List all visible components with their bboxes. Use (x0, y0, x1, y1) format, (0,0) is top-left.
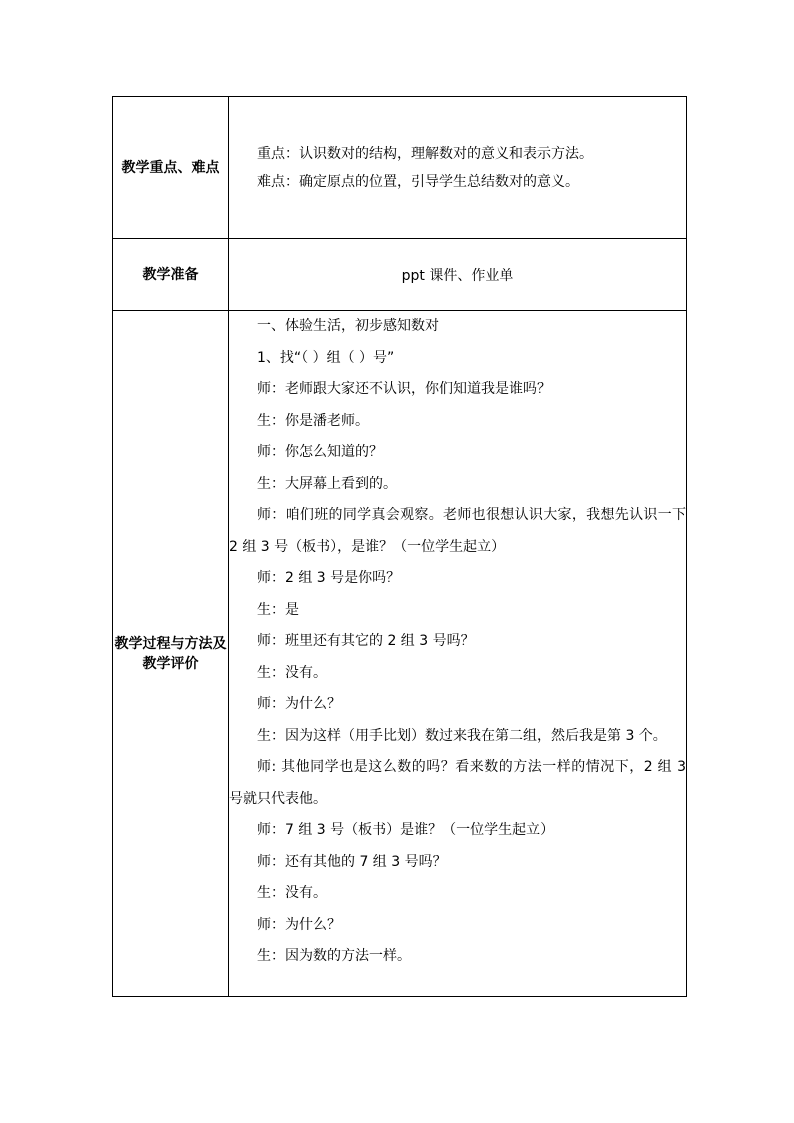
process-line: 师：还有其他的 7 组 3 号吗？ (257, 853, 447, 870)
process-line: 一、体验生活，初步感知数对 (257, 318, 439, 334)
process-line: 师: 其他同学也是这么数的吗？看来数的方法一样的情况下，2 组 3 号就只代表他。 (229, 759, 686, 807)
process-line: 生：你是潘老师。 (257, 412, 369, 429)
process-content (229, 311, 687, 997)
table-row-preparation (113, 239, 687, 311)
focus-content (229, 97, 687, 239)
process-line: 生：没有。 (257, 885, 327, 901)
process-line: 师：2 组 3 号是你吗？ (257, 570, 401, 586)
lesson-plan-table (112, 96, 687, 997)
table-row-process (113, 311, 687, 997)
process-line: 师：班里还有其它的 2 组 3 号吗？ (257, 633, 475, 649)
focus-line-difficulty: 难点：确定原点的位置，引导学生总结数对的意义。 (257, 173, 579, 190)
preparation-content: ppt 课件、作业单 (229, 239, 687, 311)
focus-line-key: 重点：认识数对的结构，理解数对的意义和表示方法。 (257, 145, 593, 162)
process-line: 生：因为这样（用手比划）数过来我在第二组，然后我是第 3 个。 (257, 727, 667, 744)
row-label-process: 教学过程与方法及教学评价 (113, 311, 229, 997)
process-line: 生：是 (257, 601, 299, 618)
process-line: 生：因为数的方法一样。 (257, 948, 411, 964)
row-label-preparation: 教学准备 (113, 239, 229, 311)
table-row-focus (113, 97, 687, 239)
process-line: 1、找“（ ）组（ ）号” (257, 349, 395, 366)
process-line: 师：老师跟大家还不认识，你们知道我是谁吗？ (257, 381, 551, 397)
process-line: 师：7 组 3 号（板书）是谁？（一位学生起立） (257, 822, 555, 838)
row-label-focus: 教学重点、难点 (113, 97, 229, 239)
process-line: 师：为什么？ (257, 696, 341, 712)
process-line: 师：咱们班的同学真会观察。老师也很想认识大家，我想先认识一下 2 组 3 号（板书），是谁？（一位学生起立） (229, 507, 686, 555)
process-line: 生：大屏幕上看到的。 (257, 475, 397, 492)
process-line: 师：你怎么知道的？ (257, 444, 383, 460)
process-line: 生：没有。 (257, 664, 327, 681)
process-line: 师：为什么？ (257, 916, 341, 933)
